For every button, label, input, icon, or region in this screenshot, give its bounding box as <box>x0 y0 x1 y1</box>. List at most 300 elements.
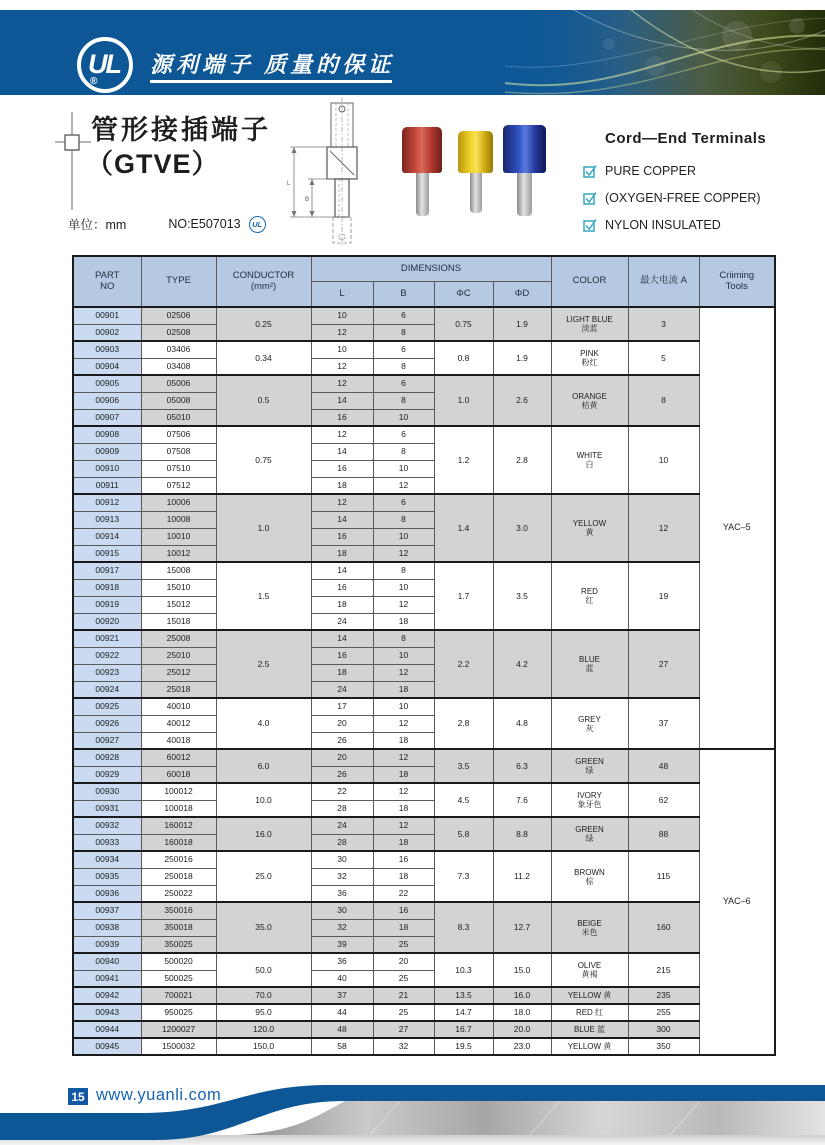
conductor-cell: 10.0 <box>216 783 311 817</box>
part-no-cell: 00903 <box>73 341 141 358</box>
max-current-cell: 62 <box>628 783 699 817</box>
checkbox-check-icon <box>583 191 597 205</box>
part-no-cell: 00931 <box>73 800 141 817</box>
dim-b-cell: 8 <box>373 358 434 375</box>
type-cell: 25012 <box>141 664 216 681</box>
phi-d-cell: 2.8 <box>493 426 551 494</box>
type-cell: 15010 <box>141 579 216 596</box>
type-cell: 100018 <box>141 800 216 817</box>
color-cell: YELLOW 黄 <box>551 987 628 1004</box>
color-cell: GREEN 绿 <box>551 817 628 851</box>
dim-b-cell: 25 <box>373 970 434 987</box>
table-row <box>73 375 775 392</box>
dim-b-cell: 6 <box>373 494 434 511</box>
part-no-cell: 00911 <box>73 477 141 494</box>
max-current-cell: 160 <box>628 902 699 953</box>
col-header-part-no: PART NO <box>73 256 141 307</box>
part-no-cell: 00922 <box>73 647 141 664</box>
dim-l-cell: 20 <box>311 749 373 766</box>
part-no-cell: 00932 <box>73 817 141 834</box>
table-row <box>73 1038 775 1055</box>
dim-b-cell: 12 <box>373 545 434 562</box>
part-no-cell: 00940 <box>73 953 141 970</box>
dim-b-cell: 18 <box>373 919 434 936</box>
dim-l-cell: 14 <box>311 562 373 579</box>
phi-c-cell: 14.7 <box>434 1004 493 1021</box>
dim-l-cell: 18 <box>311 596 373 613</box>
type-cell: 60018 <box>141 766 216 783</box>
conductor-cell: 1.0 <box>216 494 311 562</box>
conductor-cell: 0.75 <box>216 426 311 494</box>
type-cell: 25018 <box>141 681 216 698</box>
phi-d-cell: 4.2 <box>493 630 551 698</box>
dim-b-cell: 12 <box>373 477 434 494</box>
red-pin <box>416 173 429 216</box>
color-cell: BLUE 蓝 <box>551 1021 628 1038</box>
dim-b-cell: 6 <box>373 426 434 443</box>
max-current-cell: 300 <box>628 1021 699 1038</box>
type-cell: 02508 <box>141 324 216 341</box>
col-header-max-current: 最大电流 A <box>628 256 699 307</box>
color-cell: ORANGE 桔黄 <box>551 375 628 426</box>
part-no-cell: 00917 <box>73 562 141 579</box>
dim-l-cell: 32 <box>311 919 373 936</box>
dim-b-cell: 21 <box>373 987 434 1004</box>
dim-l-cell: 16 <box>311 647 373 664</box>
part-no-cell: 00937 <box>73 902 141 919</box>
dim-b-cell: 18 <box>373 834 434 851</box>
max-current-cell: 12 <box>628 494 699 562</box>
dim-b-cell: 18 <box>373 766 434 783</box>
type-cell: 40010 <box>141 698 216 715</box>
type-cell: 950025 <box>141 1004 216 1021</box>
product-photo-blue <box>503 125 546 216</box>
dim-l-cell: 24 <box>311 613 373 630</box>
type-cell: 160018 <box>141 834 216 851</box>
dim-b-cell: 6 <box>373 341 434 358</box>
type-cell: 07510 <box>141 460 216 477</box>
dim-b-cell: 12 <box>373 783 434 800</box>
dim-l-cell: 16 <box>311 579 373 596</box>
type-cell: 100012 <box>141 783 216 800</box>
dim-l-cell: 24 <box>311 681 373 698</box>
ul-mark-icon: UL <box>249 216 266 233</box>
part-no-cell: 00939 <box>73 936 141 953</box>
part-no-cell: 00945 <box>73 1038 141 1055</box>
dim-b-cell: 32 <box>373 1038 434 1055</box>
phi-c-cell: 16.7 <box>434 1021 493 1038</box>
dim-l-cell: 44 <box>311 1004 373 1021</box>
color-cell: RED 红 <box>551 562 628 630</box>
phi-d-cell: 8.8 <box>493 817 551 851</box>
dim-l-cell: 28 <box>311 800 373 817</box>
part-no-cell: 00906 <box>73 392 141 409</box>
max-current-cell: 19 <box>628 562 699 630</box>
type-cell: 10010 <box>141 528 216 545</box>
dim-b-cell: 18 <box>373 681 434 698</box>
cert-number: NO:E507013 <box>168 217 241 231</box>
type-cell: 25008 <box>141 630 216 647</box>
part-no-cell: 00924 <box>73 681 141 698</box>
type-cell: 1500032 <box>141 1038 216 1055</box>
dim-l-cell: 58 <box>311 1038 373 1055</box>
dim-l-cell: 17 <box>311 698 373 715</box>
conductor-cell: 120.0 <box>216 1021 311 1038</box>
phi-d-cell: 23.0 <box>493 1038 551 1055</box>
dim-b-cell: 22 <box>373 885 434 902</box>
dim-label-l: L <box>287 181 291 187</box>
conductor-cell: 2.5 <box>216 630 311 698</box>
conductor-cell: 25.0 <box>216 851 311 902</box>
max-current-cell: 5 <box>628 341 699 375</box>
max-current-cell: 48 <box>628 749 699 783</box>
dim-b-cell: 18 <box>373 732 434 749</box>
dim-b-cell: 18 <box>373 613 434 630</box>
type-cell: 350025 <box>141 936 216 953</box>
table-row <box>73 953 775 970</box>
dim-b-cell: 8 <box>373 392 434 409</box>
blue-pin <box>517 173 532 216</box>
part-no-cell: 00927 <box>73 732 141 749</box>
dim-l-cell: 12 <box>311 494 373 511</box>
table-row <box>73 1004 775 1021</box>
phi-d-cell: 18.0 <box>493 1004 551 1021</box>
type-cell: 1200027 <box>141 1021 216 1038</box>
phi-c-cell: 5.8 <box>434 817 493 851</box>
phi-c-cell: 1.0 <box>434 375 493 426</box>
col-header-color: COLOR <box>551 256 628 307</box>
phi-d-cell: 3.0 <box>493 494 551 562</box>
part-no-cell: 00929 <box>73 766 141 783</box>
dim-l-cell: 30 <box>311 851 373 868</box>
dim-l-cell: 10 <box>311 307 373 324</box>
feature-list <box>583 157 813 238</box>
dim-l-cell: 18 <box>311 664 373 681</box>
part-no-cell: 00907 <box>73 409 141 426</box>
part-no-cell: 00928 <box>73 749 141 766</box>
table-row <box>73 341 775 358</box>
feature-item <box>583 211 813 238</box>
table-row <box>73 307 775 324</box>
ul-logo-text: UL <box>88 48 120 79</box>
phi-d-cell: 3.5 <box>493 562 551 630</box>
dim-b-cell: 16 <box>373 851 434 868</box>
dim-b-cell: 25 <box>373 936 434 953</box>
color-cell: YELLOW 黄 <box>551 1038 628 1055</box>
max-current-cell: 10 <box>628 426 699 494</box>
type-cell: 03406 <box>141 341 216 358</box>
dim-b-cell: 12 <box>373 664 434 681</box>
part-no-cell: 00913 <box>73 511 141 528</box>
type-cell: 350016 <box>141 902 216 919</box>
dim-b-cell: 10 <box>373 579 434 596</box>
type-cell: 07506 <box>141 426 216 443</box>
dim-b-cell: 20 <box>373 953 434 970</box>
part-no-cell: 00905 <box>73 375 141 392</box>
color-cell: YELLOW 黄 <box>551 494 628 562</box>
dim-l-cell: 36 <box>311 885 373 902</box>
col-header-l: L <box>311 282 373 308</box>
dim-l-cell: 12 <box>311 358 373 375</box>
phi-c-cell: 10.3 <box>434 953 493 987</box>
part-no-cell: 00941 <box>73 970 141 987</box>
phi-d-cell: 7.6 <box>493 783 551 817</box>
dim-b-cell: 8 <box>373 562 434 579</box>
dim-b-cell: 10 <box>373 698 434 715</box>
dim-l-cell: 12 <box>311 324 373 341</box>
feature-panel-heading: Cord—End Terminals <box>605 130 767 147</box>
dim-l-cell: 28 <box>311 834 373 851</box>
part-no-cell: 00944 <box>73 1021 141 1038</box>
color-cell: BROWN 棕 <box>551 851 628 902</box>
part-no-cell: 00902 <box>73 324 141 341</box>
dim-b-cell: 8 <box>373 324 434 341</box>
part-no-cell: 00915 <box>73 545 141 562</box>
product-photo-yellow <box>458 131 493 213</box>
dim-b-cell: 6 <box>373 375 434 392</box>
dim-label-b: B <box>305 197 310 203</box>
part-no-cell: 00904 <box>73 358 141 375</box>
type-cell: 500025 <box>141 970 216 987</box>
unit-label: 单位：mm <box>68 218 127 232</box>
phi-d-cell: 6.3 <box>493 749 551 783</box>
page-title-en: （GTVE） <box>86 149 220 179</box>
color-cell: WHITE 白 <box>551 426 628 494</box>
part-no-cell: 00933 <box>73 834 141 851</box>
type-cell: 05008 <box>141 392 216 409</box>
technical-drawing <box>280 97 375 247</box>
feature-panel <box>583 130 813 238</box>
spec-table-wrap <box>72 255 776 1056</box>
type-cell: 40018 <box>141 732 216 749</box>
part-no-cell: 00930 <box>73 783 141 800</box>
type-cell: 02506 <box>141 307 216 324</box>
feature-item-label: NYLON INSULATED <box>605 217 721 232</box>
phi-c-cell: 4.5 <box>434 783 493 817</box>
conductor-cell: 70.0 <box>216 987 311 1004</box>
dim-b-cell: 6 <box>373 307 434 324</box>
col-header-type: TYPE <box>141 256 216 307</box>
phi-d-cell: 16.0 <box>493 987 551 1004</box>
dim-b-cell: 10 <box>373 409 434 426</box>
color-cell: BLUE 蓝 <box>551 630 628 698</box>
dim-l-cell: 24 <box>311 817 373 834</box>
phi-d-cell: 20.0 <box>493 1021 551 1038</box>
part-no-cell: 00935 <box>73 868 141 885</box>
checkbox-check-icon <box>583 218 597 232</box>
col-header-b: B <box>373 282 434 308</box>
dim-b-cell: 12 <box>373 596 434 613</box>
phi-c-cell: 1.2 <box>434 426 493 494</box>
ul-logo <box>77 37 133 93</box>
col-header-phi-c: ΦC <box>434 282 493 308</box>
table-row <box>73 494 775 511</box>
dim-l-cell: 14 <box>311 511 373 528</box>
unit-line <box>68 215 266 233</box>
blue-sleeve <box>503 125 546 173</box>
conductor-cell: 4.0 <box>216 698 311 749</box>
part-no-cell: 00943 <box>73 1004 141 1021</box>
dim-l-cell: 14 <box>311 630 373 647</box>
color-cell: RED 红 <box>551 1004 628 1021</box>
type-cell: 07512 <box>141 477 216 494</box>
conductor-cell: 16.0 <box>216 817 311 851</box>
dim-b-cell: 12 <box>373 749 434 766</box>
dim-b-cell: 8 <box>373 630 434 647</box>
conductor-cell: 0.5 <box>216 375 311 426</box>
type-cell: 10012 <box>141 545 216 562</box>
table-row <box>73 783 775 800</box>
ul-logo-registered-mark: ® <box>90 76 98 87</box>
table-row <box>73 1021 775 1038</box>
conductor-cell: 50.0 <box>216 953 311 987</box>
part-no-cell: 00926 <box>73 715 141 732</box>
dim-b-cell: 10 <box>373 647 434 664</box>
part-no-cell: 00923 <box>73 664 141 681</box>
part-no-cell: 00910 <box>73 460 141 477</box>
part-no-cell: 00921 <box>73 630 141 647</box>
phi-d-cell: 4.8 <box>493 698 551 749</box>
max-current-cell: 255 <box>628 1004 699 1021</box>
phi-d-cell: 15.0 <box>493 953 551 987</box>
type-cell: 25010 <box>141 647 216 664</box>
feature-item <box>583 157 813 184</box>
dim-l-cell: 48 <box>311 1021 373 1038</box>
yellow-pin <box>470 173 482 213</box>
table-row <box>73 851 775 868</box>
table-row <box>73 749 775 766</box>
type-cell: 250016 <box>141 851 216 868</box>
part-no-cell: 00912 <box>73 494 141 511</box>
phi-d-cell: 1.9 <box>493 341 551 375</box>
dim-b-cell: 16 <box>373 902 434 919</box>
dim-l-cell: 26 <box>311 766 373 783</box>
dim-b-cell: 12 <box>373 715 434 732</box>
table-row <box>73 817 775 834</box>
phi-c-cell: 19.5 <box>434 1038 493 1055</box>
color-cell: PINK 粉红 <box>551 341 628 375</box>
slogan-underline <box>150 80 392 83</box>
dim-l-cell: 32 <box>311 868 373 885</box>
dim-b-cell: 8 <box>373 443 434 460</box>
conductor-cell: 0.25 <box>216 307 311 341</box>
dim-b-cell: 18 <box>373 800 434 817</box>
dim-l-cell: 22 <box>311 783 373 800</box>
color-cell: GREY 灰 <box>551 698 628 749</box>
color-cell: BEIGE 米色 <box>551 902 628 953</box>
conductor-cell: 95.0 <box>216 1004 311 1021</box>
table-row <box>73 630 775 647</box>
dim-l-cell: 18 <box>311 477 373 494</box>
dim-l-cell: 16 <box>311 460 373 477</box>
part-no-cell: 00934 <box>73 851 141 868</box>
max-current-cell: 88 <box>628 817 699 851</box>
type-cell: 05006 <box>141 375 216 392</box>
conductor-cell: 0.34 <box>216 341 311 375</box>
part-no-cell: 00914 <box>73 528 141 545</box>
max-current-cell: 8 <box>628 375 699 426</box>
phi-c-cell: 0.8 <box>434 341 493 375</box>
phi-c-cell: 0.75 <box>434 307 493 341</box>
phi-d-cell: 12.7 <box>493 902 551 953</box>
dim-l-cell: 14 <box>311 392 373 409</box>
dim-l-cell: 12 <box>311 426 373 443</box>
part-no-cell: 00920 <box>73 613 141 630</box>
dim-b-cell: 18 <box>373 868 434 885</box>
part-no-cell: 00938 <box>73 919 141 936</box>
feature-item-label: (OXYGEN-FREE COPPER) <box>605 190 761 205</box>
type-cell: 160012 <box>141 817 216 834</box>
dim-l-cell: 39 <box>311 936 373 953</box>
col-header-conductor: CONDUCTOR (mm²) <box>216 256 311 307</box>
dim-l-cell: 40 <box>311 970 373 987</box>
dim-l-cell: 18 <box>311 545 373 562</box>
conductor-cell: 150.0 <box>216 1038 311 1055</box>
max-current-cell: 37 <box>628 698 699 749</box>
dim-l-cell: 16 <box>311 528 373 545</box>
dim-b-cell: 27 <box>373 1021 434 1038</box>
crimping-tool-cell: YAC–6 <box>699 749 775 1055</box>
phi-c-cell: 7.3 <box>434 851 493 902</box>
type-cell: 10006 <box>141 494 216 511</box>
part-no-cell: 00936 <box>73 885 141 902</box>
type-cell: 15008 <box>141 562 216 579</box>
max-current-cell: 115 <box>628 851 699 902</box>
phi-c-cell: 1.7 <box>434 562 493 630</box>
type-cell: 10008 <box>141 511 216 528</box>
product-photo-red <box>402 127 442 216</box>
table-row <box>73 902 775 919</box>
dim-l-cell: 20 <box>311 715 373 732</box>
phi-d-cell: 11.2 <box>493 851 551 902</box>
type-cell: 700021 <box>141 987 216 1004</box>
feature-item-label: PURE COPPER <box>605 163 696 178</box>
part-no-cell: 00901 <box>73 307 141 324</box>
type-cell: 15018 <box>141 613 216 630</box>
type-cell: 350018 <box>141 919 216 936</box>
part-no-cell: 00918 <box>73 579 141 596</box>
color-cell: LIGHT BLUE 淡蓝 <box>551 307 628 341</box>
type-cell: 15012 <box>141 596 216 613</box>
dim-l-cell: 30 <box>311 902 373 919</box>
part-no-cell: 00919 <box>73 596 141 613</box>
max-current-cell: 350 <box>628 1038 699 1055</box>
feature-item <box>583 184 813 211</box>
part-no-cell: 00942 <box>73 987 141 1004</box>
table-row <box>73 562 775 579</box>
type-cell: 05010 <box>141 409 216 426</box>
color-cell: GREEN 绿 <box>551 749 628 783</box>
header-band <box>0 10 825 95</box>
page-number-badge: 15 <box>68 1088 88 1105</box>
phi-c-cell: 2.8 <box>434 698 493 749</box>
max-current-cell: 3 <box>628 307 699 341</box>
type-cell: 03408 <box>141 358 216 375</box>
website-link[interactable]: www.yuanli.com <box>96 1086 222 1104</box>
table-row <box>73 426 775 443</box>
brand-slogan: 源利端子 质量的保证 <box>150 52 395 77</box>
part-no-cell: 00925 <box>73 698 141 715</box>
table-row <box>73 987 775 1004</box>
checkbox-check-icon <box>583 164 597 178</box>
type-cell: 250018 <box>141 868 216 885</box>
conductor-cell: 35.0 <box>216 902 311 953</box>
dim-l-cell: 10 <box>311 341 373 358</box>
color-cell: OLIVE 黄褐 <box>551 953 628 987</box>
spec-table <box>72 255 776 1056</box>
yellow-sleeve <box>458 131 493 173</box>
phi-c-cell: 8.3 <box>434 902 493 953</box>
